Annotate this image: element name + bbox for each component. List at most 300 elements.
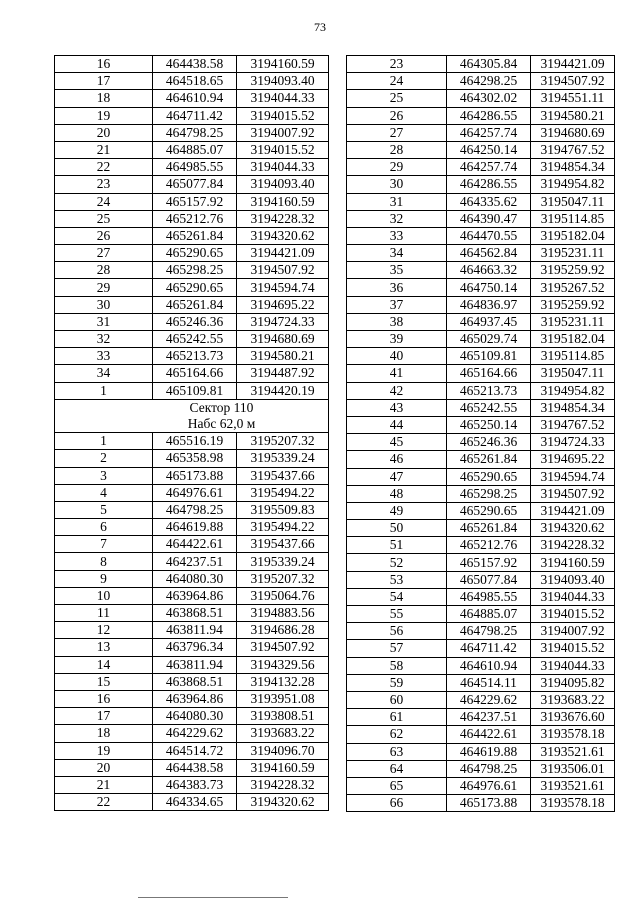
table-row bbox=[55, 313, 329, 330]
y-coordinate-cell: 3194160.59 bbox=[237, 759, 329, 776]
x-coordinate-cell: 464750.14 bbox=[447, 279, 531, 296]
point-number-cell: 21 bbox=[55, 776, 153, 793]
y-coordinate-cell: 3194954.82 bbox=[531, 382, 615, 399]
y-coordinate-cell: 3194320.62 bbox=[237, 227, 329, 244]
table-row bbox=[347, 313, 615, 330]
y-coordinate-cell: 3195231.11 bbox=[531, 245, 615, 262]
y-coordinate-cell: 3194580.21 bbox=[531, 107, 615, 124]
point-number-cell: 26 bbox=[55, 227, 153, 244]
x-coordinate-cell: 465242.55 bbox=[153, 331, 237, 348]
x-coordinate-cell: 465164.66 bbox=[153, 365, 237, 382]
y-coordinate-cell: 3193676.60 bbox=[531, 709, 615, 726]
point-number-cell: 3 bbox=[55, 467, 153, 484]
point-number-cell: 31 bbox=[55, 313, 153, 330]
y-coordinate-cell: 3194421.09 bbox=[531, 56, 615, 73]
point-number-cell: 9 bbox=[55, 570, 153, 587]
x-coordinate-cell: 464229.62 bbox=[153, 725, 237, 742]
x-coordinate-cell: 465358.98 bbox=[153, 450, 237, 467]
point-number-cell: 31 bbox=[347, 193, 447, 210]
y-coordinate-cell: 3194580.21 bbox=[237, 348, 329, 365]
point-number-cell: 45 bbox=[347, 434, 447, 451]
point-number-cell: 18 bbox=[55, 90, 153, 107]
x-coordinate-cell: 465212.76 bbox=[153, 210, 237, 227]
y-coordinate-cell: 3194093.40 bbox=[531, 571, 615, 588]
y-coordinate-cell: 3195259.92 bbox=[531, 262, 615, 279]
x-coordinate-cell: 465516.19 bbox=[153, 433, 237, 450]
table-row bbox=[347, 416, 615, 433]
y-coordinate-cell: 3194420.19 bbox=[237, 382, 329, 399]
x-coordinate-cell: 463811.94 bbox=[153, 622, 237, 639]
point-number-cell: 50 bbox=[347, 520, 447, 537]
table-row bbox=[347, 365, 615, 382]
table-row bbox=[347, 262, 615, 279]
table-row bbox=[347, 245, 615, 262]
y-coordinate-cell: 3194421.09 bbox=[531, 502, 615, 519]
x-coordinate-cell: 464711.42 bbox=[153, 107, 237, 124]
point-number-cell: 8 bbox=[55, 553, 153, 570]
y-coordinate-cell: 3195259.92 bbox=[531, 296, 615, 313]
table-row bbox=[347, 399, 615, 416]
x-coordinate-cell: 464438.58 bbox=[153, 759, 237, 776]
x-coordinate-cell: 465077.84 bbox=[153, 176, 237, 193]
point-number-cell: 48 bbox=[347, 485, 447, 502]
table-row bbox=[55, 639, 329, 656]
y-coordinate-cell: 3193683.22 bbox=[237, 725, 329, 742]
x-coordinate-cell: 465298.25 bbox=[153, 262, 237, 279]
y-coordinate-cell: 3194724.33 bbox=[531, 434, 615, 451]
table-row bbox=[55, 759, 329, 776]
point-number-cell: 44 bbox=[347, 416, 447, 433]
y-coordinate-cell: 3194320.62 bbox=[531, 520, 615, 537]
table-row bbox=[347, 296, 615, 313]
table-row bbox=[55, 622, 329, 639]
table-row bbox=[347, 520, 615, 537]
table-row bbox=[55, 467, 329, 484]
y-coordinate-cell: 3195047.11 bbox=[531, 193, 615, 210]
y-coordinate-cell: 3194093.40 bbox=[237, 73, 329, 90]
table-row bbox=[347, 623, 615, 640]
x-coordinate-cell: 464438.58 bbox=[153, 56, 237, 73]
section-subtitle: Набс 62,0 м bbox=[55, 416, 329, 433]
x-coordinate-cell: 465213.73 bbox=[153, 348, 237, 365]
point-number-cell: 36 bbox=[347, 279, 447, 296]
x-coordinate-cell: 464610.94 bbox=[153, 90, 237, 107]
point-number-cell: 2 bbox=[55, 450, 153, 467]
table-row bbox=[55, 776, 329, 793]
y-coordinate-cell: 3194015.52 bbox=[237, 107, 329, 124]
table-row bbox=[347, 606, 615, 623]
point-number-cell: 1 bbox=[55, 433, 153, 450]
y-coordinate-cell: 3195207.32 bbox=[237, 570, 329, 587]
table-row bbox=[55, 536, 329, 553]
page-number: 73 bbox=[314, 20, 326, 34]
y-coordinate-cell: 3195437.66 bbox=[237, 467, 329, 484]
point-number-cell: 28 bbox=[55, 262, 153, 279]
point-number-cell: 51 bbox=[347, 537, 447, 554]
y-coordinate-cell: 3194487.92 bbox=[237, 365, 329, 382]
table-row bbox=[347, 279, 615, 296]
table-row bbox=[347, 193, 615, 210]
y-coordinate-cell: 3194507.92 bbox=[237, 639, 329, 656]
y-coordinate-cell: 3194007.92 bbox=[237, 124, 329, 141]
y-coordinate-cell: 3194954.82 bbox=[531, 176, 615, 193]
x-coordinate-cell: 464514.11 bbox=[447, 674, 531, 691]
table-row bbox=[347, 56, 615, 73]
table-row bbox=[55, 673, 329, 690]
x-coordinate-cell: 464885.07 bbox=[153, 141, 237, 158]
point-number-cell: 19 bbox=[55, 742, 153, 759]
point-number-cell: 27 bbox=[347, 124, 447, 141]
point-number-cell: 42 bbox=[347, 382, 447, 399]
table-row bbox=[55, 176, 329, 193]
y-coordinate-cell: 3195494.22 bbox=[237, 484, 329, 501]
table-row bbox=[347, 657, 615, 674]
x-coordinate-cell: 464237.51 bbox=[153, 553, 237, 570]
table-row bbox=[55, 501, 329, 518]
coordinates-table-right bbox=[346, 55, 615, 812]
point-number-cell: 20 bbox=[55, 124, 153, 141]
x-coordinate-cell: 464302.02 bbox=[447, 90, 531, 107]
x-coordinate-cell: 465164.66 bbox=[447, 365, 531, 382]
table-row bbox=[347, 640, 615, 657]
x-coordinate-cell: 464976.61 bbox=[447, 777, 531, 794]
table-row bbox=[347, 73, 615, 90]
y-coordinate-cell: 3194228.32 bbox=[237, 210, 329, 227]
table-row bbox=[347, 90, 615, 107]
point-number-cell: 21 bbox=[55, 141, 153, 158]
point-number-cell: 37 bbox=[347, 296, 447, 313]
x-coordinate-cell: 464305.84 bbox=[447, 56, 531, 73]
table-row bbox=[347, 141, 615, 158]
table-row bbox=[55, 107, 329, 124]
y-coordinate-cell: 3194507.92 bbox=[531, 73, 615, 90]
y-coordinate-cell: 3194421.09 bbox=[237, 245, 329, 262]
point-number-cell: 16 bbox=[55, 56, 153, 73]
point-number-cell: 33 bbox=[347, 227, 447, 244]
table-row bbox=[55, 210, 329, 227]
point-number-cell: 65 bbox=[347, 777, 447, 794]
point-number-cell: 6 bbox=[55, 519, 153, 536]
table-row bbox=[55, 73, 329, 90]
coordinates-table-left bbox=[54, 55, 329, 811]
scan-edge-line bbox=[138, 897, 288, 898]
x-coordinate-cell: 464080.30 bbox=[153, 708, 237, 725]
point-number-cell: 25 bbox=[347, 90, 447, 107]
point-number-cell: 30 bbox=[347, 176, 447, 193]
x-coordinate-cell: 464514.72 bbox=[153, 742, 237, 759]
table-row bbox=[55, 587, 329, 604]
table-row bbox=[55, 519, 329, 536]
x-coordinate-cell: 464237.51 bbox=[447, 709, 531, 726]
table-row bbox=[347, 382, 615, 399]
table-row bbox=[55, 690, 329, 707]
point-number-cell: 22 bbox=[55, 159, 153, 176]
y-coordinate-cell: 3195509.83 bbox=[237, 501, 329, 518]
point-number-cell: 63 bbox=[347, 743, 447, 760]
table-row bbox=[55, 227, 329, 244]
table-row bbox=[55, 570, 329, 587]
point-number-cell: 49 bbox=[347, 502, 447, 519]
y-coordinate-cell: 3194724.33 bbox=[237, 313, 329, 330]
x-coordinate-cell: 464562.84 bbox=[447, 245, 531, 262]
y-coordinate-cell: 3194228.32 bbox=[531, 537, 615, 554]
table-row bbox=[55, 262, 329, 279]
y-coordinate-cell: 3193578.18 bbox=[531, 726, 615, 743]
table-row bbox=[347, 691, 615, 708]
section-header-row bbox=[55, 399, 329, 416]
x-coordinate-cell: 465109.81 bbox=[447, 348, 531, 365]
x-coordinate-cell: 464286.55 bbox=[447, 176, 531, 193]
y-coordinate-cell: 3195182.04 bbox=[531, 227, 615, 244]
y-coordinate-cell: 3194015.52 bbox=[237, 141, 329, 158]
y-coordinate-cell: 3194680.69 bbox=[531, 124, 615, 141]
point-number-cell: 17 bbox=[55, 73, 153, 90]
point-number-cell: 16 bbox=[55, 690, 153, 707]
point-number-cell: 25 bbox=[55, 210, 153, 227]
point-number-cell: 47 bbox=[347, 468, 447, 485]
point-number-cell: 23 bbox=[347, 56, 447, 73]
y-coordinate-cell: 3194507.92 bbox=[237, 262, 329, 279]
table-row bbox=[55, 708, 329, 725]
x-coordinate-cell: 465077.84 bbox=[447, 571, 531, 588]
table-row bbox=[55, 656, 329, 673]
point-number-cell: 5 bbox=[55, 501, 153, 518]
x-coordinate-cell: 465250.14 bbox=[447, 416, 531, 433]
table-row bbox=[55, 124, 329, 141]
point-number-cell: 59 bbox=[347, 674, 447, 691]
x-coordinate-cell: 464798.25 bbox=[447, 623, 531, 640]
y-coordinate-cell: 3195114.85 bbox=[531, 348, 615, 365]
y-coordinate-cell: 3194044.33 bbox=[531, 588, 615, 605]
point-number-cell: 14 bbox=[55, 656, 153, 673]
y-coordinate-cell: 3195114.85 bbox=[531, 210, 615, 227]
table-row bbox=[55, 382, 329, 399]
y-coordinate-cell: 3195339.24 bbox=[237, 553, 329, 570]
table-row bbox=[55, 141, 329, 158]
point-number-cell: 56 bbox=[347, 623, 447, 640]
y-coordinate-cell: 3194320.62 bbox=[237, 794, 329, 811]
x-coordinate-cell: 464836.97 bbox=[447, 296, 531, 313]
y-coordinate-cell: 3194007.92 bbox=[531, 623, 615, 640]
table-row bbox=[55, 279, 329, 296]
point-number-cell: 34 bbox=[55, 365, 153, 382]
y-coordinate-cell: 3194095.82 bbox=[531, 674, 615, 691]
y-coordinate-cell: 3195231.11 bbox=[531, 313, 615, 330]
section-subheader-row bbox=[55, 416, 329, 433]
x-coordinate-cell: 465173.88 bbox=[153, 467, 237, 484]
table-row bbox=[347, 709, 615, 726]
x-coordinate-cell: 464080.30 bbox=[153, 570, 237, 587]
y-coordinate-cell: 3194594.74 bbox=[531, 468, 615, 485]
y-coordinate-cell: 3194594.74 bbox=[237, 279, 329, 296]
point-number-cell: 17 bbox=[55, 708, 153, 725]
point-number-cell: 34 bbox=[347, 245, 447, 262]
point-number-cell: 54 bbox=[347, 588, 447, 605]
y-coordinate-cell: 3194093.40 bbox=[237, 176, 329, 193]
x-coordinate-cell: 465157.92 bbox=[447, 554, 531, 571]
point-number-cell: 39 bbox=[347, 331, 447, 348]
x-coordinate-cell: 465157.92 bbox=[153, 193, 237, 210]
y-coordinate-cell: 3194160.59 bbox=[531, 554, 615, 571]
table-row bbox=[55, 605, 329, 622]
table-row bbox=[347, 348, 615, 365]
x-coordinate-cell: 464798.25 bbox=[447, 760, 531, 777]
y-coordinate-cell: 3194160.59 bbox=[237, 56, 329, 73]
y-coordinate-cell: 3193578.18 bbox=[531, 795, 615, 812]
x-coordinate-cell: 464976.61 bbox=[153, 484, 237, 501]
table-row bbox=[55, 365, 329, 382]
table-row bbox=[347, 502, 615, 519]
y-coordinate-cell: 3195207.32 bbox=[237, 433, 329, 450]
x-coordinate-cell: 465213.73 bbox=[447, 382, 531, 399]
table-row bbox=[347, 331, 615, 348]
x-coordinate-cell: 464711.42 bbox=[447, 640, 531, 657]
point-number-cell: 35 bbox=[347, 262, 447, 279]
x-coordinate-cell: 463796.34 bbox=[153, 639, 237, 656]
point-number-cell: 1 bbox=[55, 382, 153, 399]
point-number-cell: 26 bbox=[347, 107, 447, 124]
x-coordinate-cell: 464422.61 bbox=[447, 726, 531, 743]
point-number-cell: 23 bbox=[55, 176, 153, 193]
point-number-cell: 4 bbox=[55, 484, 153, 501]
y-coordinate-cell: 3194854.34 bbox=[531, 399, 615, 416]
table-row bbox=[55, 794, 329, 811]
table-row bbox=[347, 485, 615, 502]
x-coordinate-cell: 464518.65 bbox=[153, 73, 237, 90]
x-coordinate-cell: 464383.73 bbox=[153, 776, 237, 793]
x-coordinate-cell: 465242.55 bbox=[447, 399, 531, 416]
x-coordinate-cell: 463868.51 bbox=[153, 605, 237, 622]
table-row bbox=[55, 245, 329, 262]
y-coordinate-cell: 3194883.56 bbox=[237, 605, 329, 622]
point-number-cell: 7 bbox=[55, 536, 153, 553]
point-number-cell: 38 bbox=[347, 313, 447, 330]
point-number-cell: 24 bbox=[55, 193, 153, 210]
x-coordinate-cell: 463868.51 bbox=[153, 673, 237, 690]
y-coordinate-cell: 3194767.52 bbox=[531, 416, 615, 433]
y-coordinate-cell: 3194015.52 bbox=[531, 640, 615, 657]
point-number-cell: 66 bbox=[347, 795, 447, 812]
y-coordinate-cell: 3194044.33 bbox=[237, 159, 329, 176]
x-coordinate-cell: 464257.74 bbox=[447, 159, 531, 176]
x-coordinate-cell: 464229.62 bbox=[447, 691, 531, 708]
y-coordinate-cell: 3195267.52 bbox=[531, 279, 615, 296]
y-coordinate-cell: 3193521.61 bbox=[531, 743, 615, 760]
point-number-cell: 32 bbox=[55, 331, 153, 348]
point-number-cell: 29 bbox=[347, 159, 447, 176]
y-coordinate-cell: 3193808.51 bbox=[237, 708, 329, 725]
y-coordinate-cell: 3194096.70 bbox=[237, 742, 329, 759]
point-number-cell: 52 bbox=[347, 554, 447, 571]
y-coordinate-cell: 3194015.52 bbox=[531, 606, 615, 623]
y-coordinate-cell: 3194044.33 bbox=[531, 657, 615, 674]
point-number-cell: 40 bbox=[347, 348, 447, 365]
point-number-cell: 10 bbox=[55, 587, 153, 604]
table-row bbox=[55, 433, 329, 450]
y-coordinate-cell: 3194507.92 bbox=[531, 485, 615, 502]
table-row bbox=[347, 554, 615, 571]
x-coordinate-cell: 464334.65 bbox=[153, 794, 237, 811]
x-coordinate-cell: 465173.88 bbox=[447, 795, 531, 812]
x-coordinate-cell: 464985.55 bbox=[153, 159, 237, 176]
y-coordinate-cell: 3194551.11 bbox=[531, 90, 615, 107]
point-number-cell: 12 bbox=[55, 622, 153, 639]
point-number-cell: 27 bbox=[55, 245, 153, 262]
x-coordinate-cell: 464390.47 bbox=[447, 210, 531, 227]
y-coordinate-cell: 3194132.28 bbox=[237, 673, 329, 690]
x-coordinate-cell: 465109.81 bbox=[153, 382, 237, 399]
point-number-cell: 22 bbox=[55, 794, 153, 811]
table-row bbox=[347, 743, 615, 760]
y-coordinate-cell: 3195494.22 bbox=[237, 519, 329, 536]
table-row bbox=[55, 56, 329, 73]
y-coordinate-cell: 3195339.24 bbox=[237, 450, 329, 467]
table-row bbox=[347, 434, 615, 451]
table-row bbox=[347, 777, 615, 794]
table-row bbox=[347, 176, 615, 193]
table-row bbox=[55, 484, 329, 501]
table-row bbox=[347, 124, 615, 141]
x-coordinate-cell: 464470.55 bbox=[447, 227, 531, 244]
table-row bbox=[55, 193, 329, 210]
table-row bbox=[55, 331, 329, 348]
table-row bbox=[347, 227, 615, 244]
y-coordinate-cell: 3193521.61 bbox=[531, 777, 615, 794]
y-coordinate-cell: 3194695.22 bbox=[237, 296, 329, 313]
point-number-cell: 61 bbox=[347, 709, 447, 726]
table-row bbox=[347, 588, 615, 605]
point-number-cell: 18 bbox=[55, 725, 153, 742]
x-coordinate-cell: 465261.84 bbox=[153, 227, 237, 244]
table-row bbox=[347, 210, 615, 227]
table-row bbox=[347, 760, 615, 777]
x-coordinate-cell: 464422.61 bbox=[153, 536, 237, 553]
x-coordinate-cell: 464937.45 bbox=[447, 313, 531, 330]
table-row bbox=[55, 348, 329, 365]
table-row bbox=[347, 107, 615, 124]
table-row bbox=[55, 159, 329, 176]
point-number-cell: 64 bbox=[347, 760, 447, 777]
point-number-cell: 11 bbox=[55, 605, 153, 622]
table-row bbox=[55, 553, 329, 570]
y-coordinate-cell: 3194854.34 bbox=[531, 159, 615, 176]
table-row bbox=[347, 571, 615, 588]
table-row bbox=[347, 674, 615, 691]
y-coordinate-cell: 3195182.04 bbox=[531, 331, 615, 348]
table-row bbox=[55, 742, 329, 759]
point-number-cell: 60 bbox=[347, 691, 447, 708]
y-coordinate-cell: 3193683.22 bbox=[531, 691, 615, 708]
table-row bbox=[55, 296, 329, 313]
x-coordinate-cell: 464985.55 bbox=[447, 588, 531, 605]
point-number-cell: 55 bbox=[347, 606, 447, 623]
point-number-cell: 19 bbox=[55, 107, 153, 124]
table-row bbox=[347, 451, 615, 468]
point-number-cell: 58 bbox=[347, 657, 447, 674]
point-number-cell: 46 bbox=[347, 451, 447, 468]
x-coordinate-cell: 463964.86 bbox=[153, 587, 237, 604]
x-coordinate-cell: 465261.84 bbox=[447, 451, 531, 468]
point-number-cell: 20 bbox=[55, 759, 153, 776]
table-row bbox=[55, 90, 329, 107]
y-coordinate-cell: 3194680.69 bbox=[237, 331, 329, 348]
point-number-cell: 41 bbox=[347, 365, 447, 382]
table-row bbox=[347, 726, 615, 743]
point-number-cell: 32 bbox=[347, 210, 447, 227]
x-coordinate-cell: 465290.65 bbox=[447, 468, 531, 485]
point-number-cell: 53 bbox=[347, 571, 447, 588]
y-coordinate-cell: 3194329.56 bbox=[237, 656, 329, 673]
